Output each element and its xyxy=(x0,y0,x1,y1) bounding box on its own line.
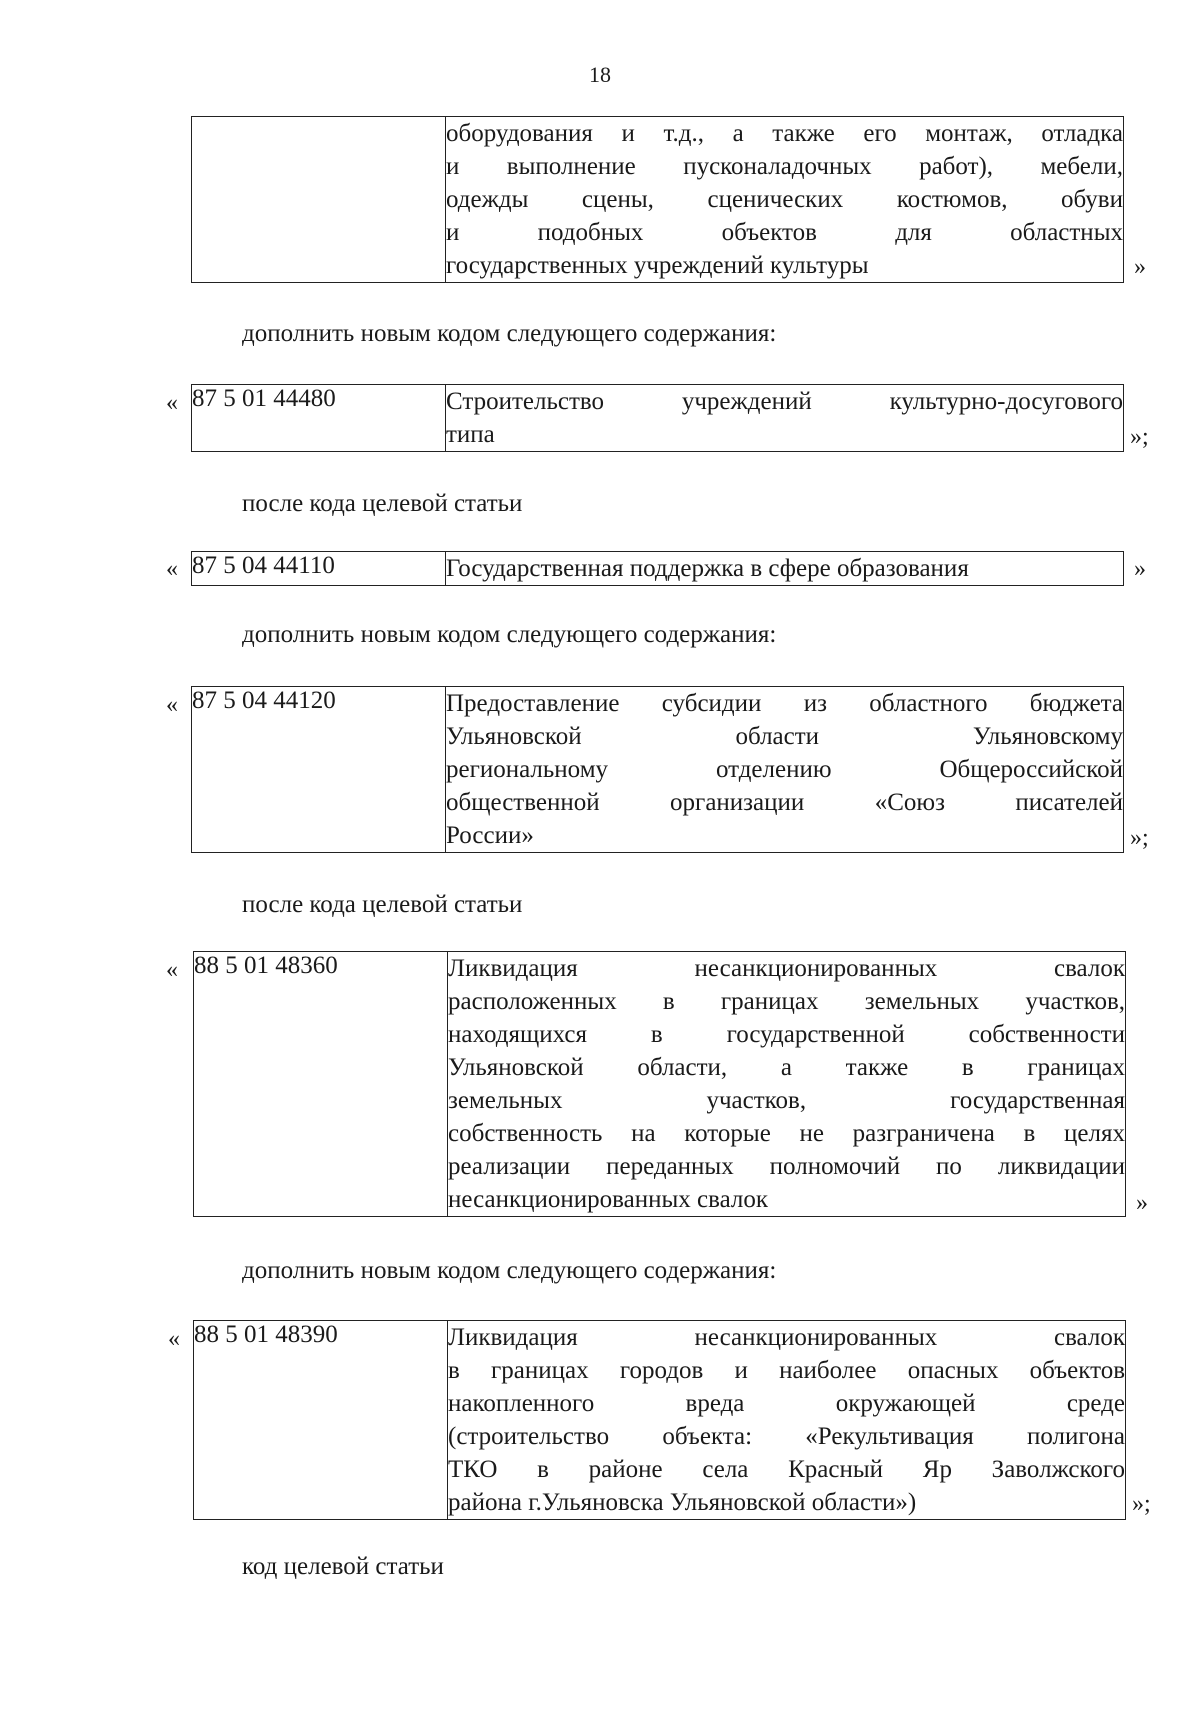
description-line: Ликвидация несанкционированных свалок xyxy=(448,955,1125,982)
target-code-cell xyxy=(192,117,446,283)
description-line: Государственная поддержка в сфере образования xyxy=(446,555,969,582)
description-line: Строительство учреждений культурно-досугового xyxy=(446,388,1123,415)
description-line: Предоставление субсидии из областного бюджета xyxy=(446,690,1123,717)
description-line: Ульяновской области Ульяновскому xyxy=(446,723,1123,750)
target-description-cell xyxy=(446,687,1124,853)
description-line: России» xyxy=(446,822,534,849)
description-line: и выполнение пусконаладочных работ), мебели, xyxy=(446,153,1123,180)
paragraph-add-new-code: дополнить новым кодом следующего содержания: xyxy=(242,621,777,648)
target-description-cell xyxy=(448,1321,1126,1520)
description-line: земельных участков, государственная xyxy=(448,1087,1125,1114)
description-line: региональному отделению Общероссийской xyxy=(446,756,1123,783)
page-number: 18 xyxy=(589,62,611,87)
closing-quote: » xyxy=(1134,254,1146,280)
paragraph-after-code: после кода целевой статьи xyxy=(242,891,523,918)
closing-quote: » xyxy=(1134,556,1146,582)
description-line: расположенных в границах земельных участков, xyxy=(448,988,1125,1015)
opening-quote: « xyxy=(166,957,178,983)
opening-quote: « xyxy=(166,692,178,718)
target-description-cell xyxy=(448,952,1126,1217)
description-line: в границах городов и наиболее опасных объектов xyxy=(448,1357,1125,1384)
paragraph-target-code: код целевой статьи xyxy=(242,1553,444,1580)
description-line: государственных учреждений культуры xyxy=(446,252,869,279)
description-line: района г.Ульяновска Ульяновской области») xyxy=(448,1489,917,1516)
closing-quote: »; xyxy=(1130,424,1149,450)
description-line: накопленного вреда окружающей среде xyxy=(448,1390,1125,1417)
closing-quote: » xyxy=(1136,1190,1148,1216)
code-table-87-5-01-44480 xyxy=(191,384,1124,452)
paragraph-add-new-code: дополнить новым кодом следующего содержания: xyxy=(242,320,777,347)
description-line: Ликвидация несанкционированных свалок xyxy=(448,1324,1125,1351)
target-code-cell: 87 5 01 44480 xyxy=(192,385,446,452)
table-row xyxy=(192,552,1124,586)
target-code-cell: 88 5 01 48390 xyxy=(194,1321,448,1520)
table-row xyxy=(194,952,1126,1217)
target-code-cell: 87 5 04 44110 xyxy=(192,552,446,586)
opening-quote: « xyxy=(168,1326,180,1352)
target-code-cell: 87 5 04 44120 xyxy=(192,687,446,853)
target-description-cell xyxy=(446,385,1124,452)
description-line: реализации переданных полномочий по ликвидации xyxy=(448,1153,1125,1180)
opening-quote: « xyxy=(166,390,178,416)
description-line: общественной организации «Союз писателей xyxy=(446,789,1123,816)
table-row xyxy=(194,1321,1126,1520)
description-line: одежды сцены, сценических костюмов, обуви xyxy=(446,186,1123,213)
paragraph-add-new-code: дополнить новым кодом следующего содержания: xyxy=(242,1257,777,1284)
closing-quote: »; xyxy=(1132,1491,1151,1517)
description-line: оборудования и т.д., а также его монтаж, отладка xyxy=(446,120,1123,147)
description-line: Ульяновской области, а также в границах xyxy=(448,1054,1125,1081)
table-row xyxy=(192,117,1124,283)
opening-quote: « xyxy=(166,556,178,582)
description-line: собственность на которые не разграничена в целях xyxy=(448,1120,1125,1147)
description-line: и подобных объектов для областных xyxy=(446,219,1123,246)
description-line: ТКО в районе села Красный Яр Заволжского xyxy=(448,1456,1125,1483)
code-table-continuation xyxy=(191,116,1124,283)
code-table-88-5-01-48390 xyxy=(193,1320,1126,1520)
code-table-88-5-01-48360 xyxy=(193,951,1126,1217)
code-table-87-5-04-44110 xyxy=(191,551,1124,586)
target-code-cell: 88 5 01 48360 xyxy=(194,952,448,1217)
table-row xyxy=(192,687,1124,853)
description-line: типа xyxy=(446,421,495,448)
description-line: находящихся в государственной собственности xyxy=(448,1021,1125,1048)
description-line: (строительство объекта: «Рекультивация полигона xyxy=(448,1423,1125,1450)
paragraph-after-code: после кода целевой статьи xyxy=(242,490,523,517)
target-description-cell xyxy=(446,552,1124,586)
code-table-87-5-04-44120 xyxy=(191,686,1124,853)
target-description-cell xyxy=(446,117,1124,283)
table-row xyxy=(192,385,1124,452)
closing-quote: »; xyxy=(1130,825,1149,851)
description-line: несанкционированных свалок xyxy=(448,1186,769,1213)
